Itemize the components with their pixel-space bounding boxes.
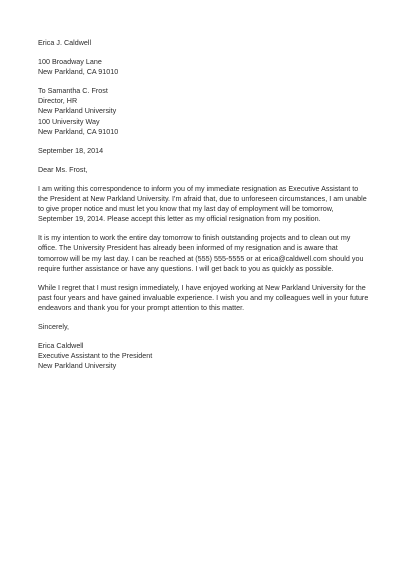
recipient-line: Director, HR (38, 97, 78, 106)
paragraph-line: It is my intention to work the entire day tomorrow to finish outstanding projects and to clean out my (38, 234, 351, 243)
paragraph-line: past four years and have gained invaluable experience. I wish you and my colleagues well in your future (38, 293, 369, 302)
sender-address-line1: 100 Broadway Lane (38, 58, 102, 67)
sender-address-line2: New Parkland, CA 91010 (38, 68, 119, 77)
paragraph-line: While I regret that I must resign immediately, I have enjoyed working at New Parkland University for the (38, 283, 366, 292)
recipient-line: 100 University Way (38, 117, 100, 126)
body-paragraph (38, 283, 370, 313)
paragraph-line: tomorrow will be my last day. I can be reached at (555) 555-5555 or at erica@caldwell.com should you (38, 254, 364, 263)
paragraph-line: I am writing this correspondence to inform you of my immediate resignation as Executive Assistant to (38, 184, 359, 193)
recipient-line: New Parkland University (38, 107, 117, 116)
body-paragraph (38, 184, 370, 224)
paragraph-line: office. The University President has already been informed of my resignation and is aware that (38, 244, 338, 253)
paragraph-line: September 19, 2014. Please accept this letter as my official resignation from my position. (38, 215, 321, 224)
signature-title: Executive Assistant to the President (38, 352, 153, 361)
paragraph-line: endeavors and thank you for your prompt attention to this matter. (38, 303, 245, 312)
resignation-letter (38, 38, 370, 371)
signature-block (38, 341, 370, 371)
paragraph-line: the President at New Parkland University. I'm afraid that, due to unforeseen circumstances, I am unable (38, 195, 367, 204)
letter-date: September 18, 2014 (38, 146, 104, 155)
paragraph-line: require further assistance or have any questions. I will get back to you as quickly as possible. (38, 264, 334, 273)
signature-organization: New Parkland University (38, 362, 117, 371)
signature-name: Erica Caldwell (38, 342, 84, 351)
sender-block (38, 38, 370, 77)
closing: Sincerely, (38, 322, 70, 331)
recipient-line: New Parkland, CA 91010 (38, 127, 119, 136)
paragraph-line: to give proper notice and must let you know that my last day of employment will be tomorrow, (38, 205, 334, 214)
recipient-line: To Samantha C. Frost (38, 87, 108, 96)
salutation: Dear Ms. Frost, (38, 165, 88, 174)
recipient-block (38, 86, 370, 136)
sender-name: Erica J. Caldwell (38, 39, 92, 47)
body-paragraph (38, 233, 370, 273)
